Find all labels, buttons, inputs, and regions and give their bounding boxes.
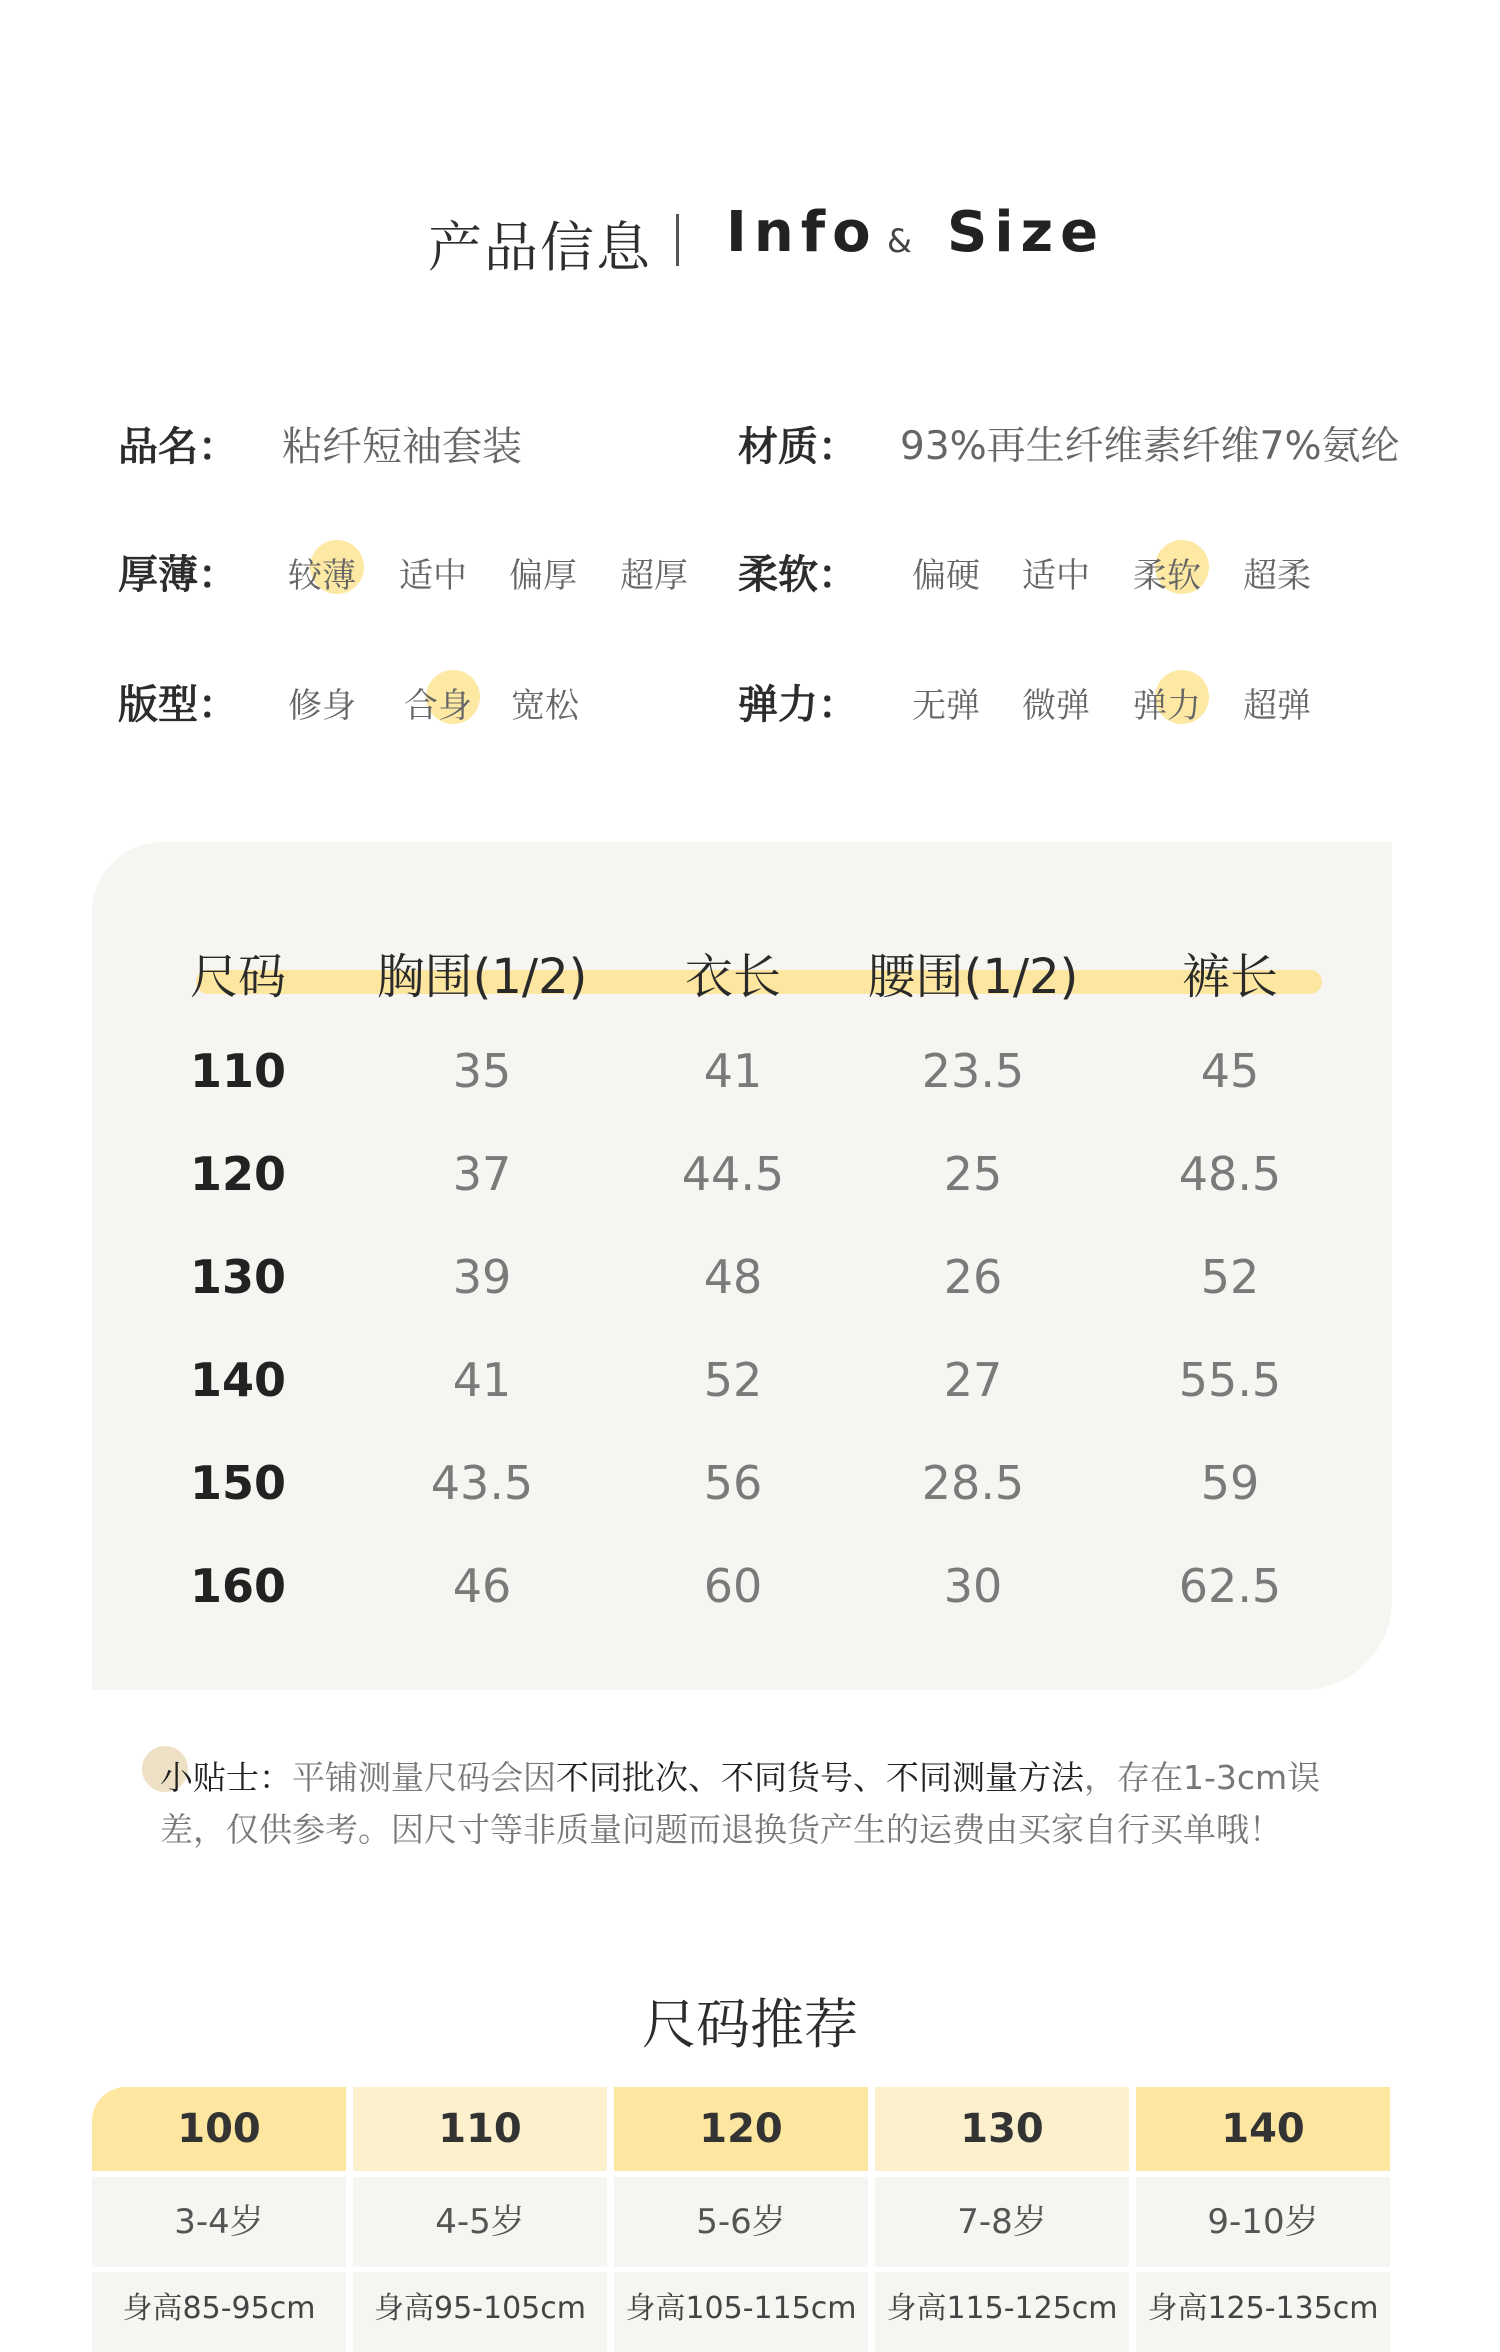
table-cell: 25 — [943, 1147, 1003, 1201]
thickness-option — [383, 548, 483, 597]
table-cell: 41 — [703, 1044, 763, 1098]
section-title-cn: 产品信息 — [428, 216, 652, 279]
rec-height-cell: 身高85-95cm — [92, 2272, 346, 2352]
softness-option — [1227, 548, 1327, 597]
softness-option — [1117, 548, 1217, 597]
elasticity-option-label: 无弹 — [912, 686, 980, 726]
table-cell: 62.5 — [1178, 1559, 1282, 1613]
table-cell: 39 — [452, 1250, 512, 1304]
table-cell: 48 — [703, 1250, 763, 1304]
recommendation-title: 尺码推荐 — [642, 1993, 858, 2056]
elasticity-option-label: 微弹 — [1022, 686, 1090, 726]
section-title-info: Info — [726, 200, 878, 265]
softness-option-label: 柔软 — [1133, 556, 1201, 596]
elasticity-option — [896, 678, 996, 727]
softness-option — [896, 548, 996, 597]
tip-text-b: 不同批次、不同货号、不同测量方法 — [556, 1758, 1084, 1797]
rec-size-header: 120 — [614, 2087, 868, 2171]
elasticity-option — [1117, 678, 1217, 727]
rec-height-cell: 身高105-115cm — [614, 2272, 868, 2352]
elasticity-option — [1227, 678, 1327, 727]
table-cell: 46 — [452, 1559, 512, 1613]
table-header-cell: 尺码 — [189, 949, 286, 1005]
size-cell: 130 — [189, 1250, 287, 1304]
table-header-cell: 裤长 — [1181, 949, 1278, 1005]
table-cell: 55.5 — [1178, 1353, 1282, 1407]
table-cell: 30 — [943, 1559, 1003, 1613]
thickness-option-label: 较薄 — [288, 556, 356, 596]
table-cell: 59 — [1200, 1456, 1260, 1510]
rec-size-header: 110 — [353, 2087, 607, 2171]
size-cell: 140 — [189, 1353, 287, 1407]
section-title-ampersand: & — [887, 222, 912, 260]
rec-size-header: 140 — [1136, 2087, 1390, 2171]
fit-option — [272, 678, 372, 727]
softness-option-label: 偏硬 — [912, 556, 980, 596]
size-cell: 160 — [189, 1559, 287, 1613]
table-cell: 35 — [452, 1044, 512, 1098]
table-cell: 27 — [943, 1353, 1003, 1407]
thickness-option — [493, 548, 593, 597]
rec-height-cell: 身高95-105cm — [353, 2272, 607, 2352]
table-cell: 52 — [1200, 1250, 1260, 1304]
elasticity-label: 弹力： — [738, 682, 858, 728]
rec-age-cell: 5-6岁 — [614, 2177, 868, 2267]
table-cell: 23.5 — [921, 1044, 1025, 1098]
table-cell: 44.5 — [681, 1147, 785, 1201]
rec-age-cell: 7-8岁 — [875, 2177, 1129, 2267]
table-cell: 60 — [703, 1559, 763, 1613]
table-cell: 41 — [452, 1353, 512, 1407]
table-cell: 26 — [943, 1250, 1003, 1304]
tip-line-1 — [160, 1752, 1320, 1799]
fit-option-label: 合身 — [404, 686, 472, 726]
table-cell: 28.5 — [921, 1456, 1025, 1510]
rec-age-cell: 9-10岁 — [1136, 2177, 1390, 2267]
elasticity-option — [1006, 678, 1106, 727]
table-cell: 43.5 — [430, 1456, 534, 1510]
softness-label: 柔软： — [738, 552, 858, 598]
rec-age-cell: 3-4岁 — [92, 2177, 346, 2267]
size-cell: 150 — [189, 1456, 287, 1510]
name-label: 品名： — [118, 424, 238, 470]
table-cell: 45 — [1200, 1044, 1260, 1098]
tip-line-2: 差，仅供参考。因尺寸等非质量问题而退换货产生的运费由买家自行买单哦！ — [160, 1810, 1282, 1849]
fit-option — [495, 678, 595, 727]
size-cell: 110 — [189, 1044, 287, 1098]
table-cell: 52 — [703, 1353, 763, 1407]
table-header-cell: 衣长 — [684, 949, 781, 1005]
softness-option-label: 超柔 — [1243, 556, 1311, 596]
section-title-size: Size — [947, 200, 1106, 265]
table-cell: 48.5 — [1178, 1147, 1282, 1201]
tip-text-c: ，存在1-3cm误 — [1084, 1758, 1321, 1797]
name-value: 粘纤短袖套装 — [282, 424, 522, 470]
thickness-option — [272, 548, 372, 597]
rec-age-cell: 4-5岁 — [353, 2177, 607, 2267]
fit-option — [388, 678, 488, 727]
softness-option-label: 适中 — [1022, 556, 1090, 596]
table-cell: 37 — [452, 1147, 512, 1201]
thickness-option-label: 超厚 — [620, 556, 688, 596]
tip-text-a: 平铺测量尺码会因 — [292, 1758, 556, 1797]
elasticity-option-label: 超弹 — [1243, 686, 1311, 726]
rec-size-header: 100 — [92, 2087, 346, 2171]
material-label: 材质： — [738, 424, 858, 470]
rec-height-cell: 身高125-135cm — [1136, 2272, 1390, 2352]
thickness-option-label: 偏厚 — [509, 556, 577, 596]
rec-size-header: 130 — [875, 2087, 1129, 2171]
fit-label: 版型： — [118, 682, 238, 728]
table-cell: 56 — [703, 1456, 763, 1510]
thickness-option-label: 适中 — [399, 556, 467, 596]
table-header-cell: 腰围(1/2) — [867, 949, 1079, 1005]
thickness-label: 厚薄： — [118, 552, 238, 598]
softness-option — [1006, 548, 1106, 597]
rec-height-cell: 身高115-125cm — [875, 2272, 1129, 2352]
elasticity-option-label: 弹力 — [1133, 686, 1201, 726]
fit-option-label: 宽松 — [511, 686, 579, 726]
material-value: 93%再生纤维素纤维7%氨纶 — [900, 424, 1400, 469]
tip-label: 小贴士： — [160, 1758, 292, 1797]
fit-option-label: 修身 — [288, 686, 356, 726]
thickness-option — [604, 548, 704, 597]
size-cell: 120 — [189, 1147, 287, 1201]
title-divider — [676, 214, 679, 266]
table-header-cell: 胸围(1/2) — [376, 949, 588, 1005]
